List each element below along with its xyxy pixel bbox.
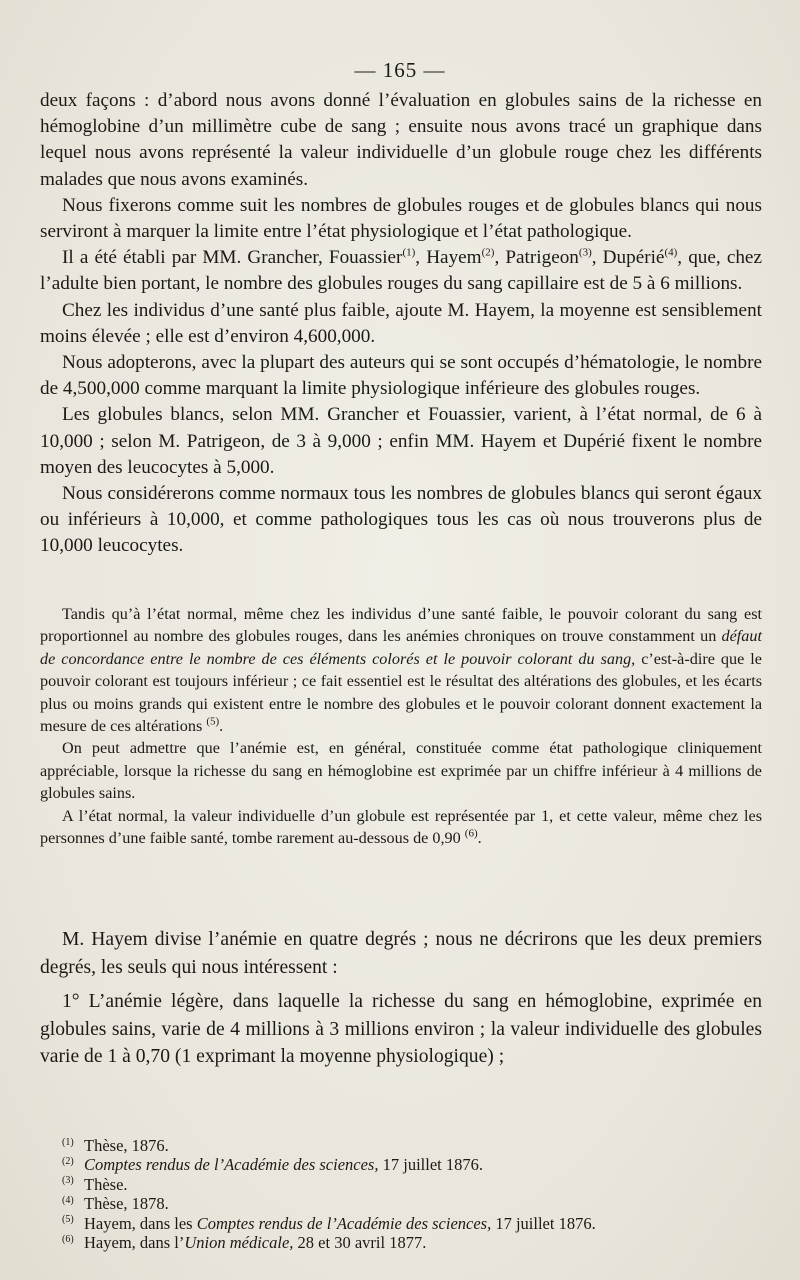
paragraph: Nous fixerons comme suit les nombres de globules rouges et de globules blancs qui nous serviront à marquer la limite entre l’état physiologique et l’état pathologique. (40, 194, 762, 243)
paragraph: Nous considérerons comme normaux tous les nombres de globules blancs qui seront égaux ou inférieurs à 10,000, et comme pathologiques tous les cas où nous trouverons plus de 10,000 leucocytes. (40, 483, 762, 557)
paragraph: Chez les individus d’une santé plus faible, ajoute M. Hayem, la moyenne est sensiblement moins élevée ; elle est d’environ 4,600,000. (40, 299, 762, 347)
footnote: (3) Thèse. (62, 1174, 128, 1194)
footnote-text: Thèse, 1876. (84, 1136, 169, 1155)
small-text-section (40, 603, 762, 849)
emphasis: défaut de concordance entre le nombre de ces éléments colorés et le pouvoir colorant du sang, (40, 627, 762, 668)
text-run: Tandis qu’à l’état normal, même chez les individus d’une santé faible, le pouvoir colorant du sang est proportionnel au nombre des globules rouges, dans les anémies chroniques on trouve constamment un (40, 605, 762, 646)
footnote-ref: (5) (206, 715, 220, 728)
footnote: (1) Thèse, 1876. (62, 1136, 169, 1155)
paragraph: deux façons : d’abord nous avons donné l’évaluation en globules sains de la richesse en hémoglobine d’un millimètre cube de sang ; ensuite nous avons tracé un graphique dans lequel nous avons représenté la valeur individuelle d’un globule rouge chez les différents malades que nous avons examinés. (40, 90, 762, 190)
paragraph: On peut admettre que l’anémie est, en général, constituée comme état pathologique cliniquement appréciable, lorsque la richesse du sang en hémoglobine est exprimée par un chiffre inférieur à 4 millions de globules sains. (40, 739, 762, 803)
text-run: , Hayem (415, 247, 482, 269)
footnote-text: Thèse. (84, 1174, 128, 1194)
footnote-title: Comptes rendus de l’Académie des sciences, (196, 1213, 492, 1233)
text-run: . (477, 829, 482, 848)
paragraph: Les globules blancs, selon MM. Grancher et Fouassier, varient, à l’état normal, de 6 à 10,000 ; selon M. Patrigeon, de 3 à 9,000 ; enfin MM. Hayem et Dupérié fixent le nombre moyen des leucocytes à 5,000. (40, 404, 762, 478)
paragraph (40, 805, 762, 850)
main-text-section-2 (40, 926, 762, 1071)
footnote-title: Comptes rendus de l’Académie des sciences, (84, 1155, 379, 1175)
paragraph (40, 603, 762, 737)
footnote-text: 17 juillet 1876. (491, 1213, 596, 1233)
footnote: (6) Hayem, dans l’Union médicale, 28 et 30 avril 1877. (62, 1233, 427, 1253)
text-run: A l’état normal, la valeur individuelle d’un globule est représentée par 1, et cette valeur, même chez les personnes d’une faible santé, tombe rarement au-dessous de 0,90 (40, 806, 762, 848)
footnote-text: Thèse, 1878. (84, 1194, 169, 1214)
footnote: (4) Thèse, 1878. (62, 1194, 169, 1214)
footnote: (5) Hayem, dans les Comptes rendus de l’Académie des sciences, 17 juillet 1876. (62, 1213, 596, 1233)
paragraph: 1° L’anémie légère, dans laquelle la richesse du sang en hémoglobine, exprimée en globules sains, varie de 4 millions à 3 millions environ ; la valeur individuelle des globules varie de 1 à 0,70 (1 exprimant la moyenne physiologique) ; (40, 991, 762, 1068)
text-run: . (219, 717, 224, 736)
footnotes (62, 1136, 762, 1252)
page-number: — 165 — (354, 58, 446, 82)
footnote-ref: (3) (578, 246, 592, 259)
footnote-ref: (2) (481, 246, 495, 259)
text-run: , que, chez l’adulte bien portant, le nombre des globules rouges du sang capillaire est de 5 à 6 millions. (40, 247, 762, 295)
footnote-text-prefix: Hayem, dans les (84, 1213, 197, 1233)
text-run: , Dupérié (591, 247, 665, 269)
text-run: , Patrigeon (494, 247, 579, 269)
text-run: c’est-à-dire que le pouvoir colorant est toujours inférieur ; ce fait essentiel est le résultat des altérations des globules, et les écarts plus ou moins grands qui existent entre le nombre des globules et le pouvoir colorant donnent exactement la mesure de ces altérations (40, 649, 762, 736)
footnote-ref: (6) (464, 827, 478, 840)
footnote: (2) Comptes rendus de l’Académie des sciences, 17 juillet 1876. (62, 1155, 483, 1175)
paragraph: Nous adopterons, avec la plupart des auteurs qui se sont occupés d’hématologie, le nombre de 4,500,000 comme marquant la limite physiologique inférieure des globules rouges. (40, 352, 762, 400)
footnote-text-prefix: Hayem, dans l’ (84, 1233, 185, 1253)
footnote-ref: (4) (664, 246, 678, 259)
footnote-title: Union médicale, (184, 1233, 294, 1253)
paragraph: M. Hayem divise l’anémie en quatre degrés ; nous ne décrirons que les deux premiers degrés, les seuls qui nous intéressent : (40, 929, 762, 978)
footnote-ref: (1) (402, 246, 416, 259)
main-text-section-1 (40, 88, 762, 560)
text-run: Il a été établi par MM. Grancher, Fouassier (62, 247, 403, 269)
footnote-text: 28 et 30 avril 1877. (293, 1233, 427, 1253)
paragraph (40, 245, 762, 297)
footnote-text: 17 juillet 1876. (378, 1155, 483, 1175)
